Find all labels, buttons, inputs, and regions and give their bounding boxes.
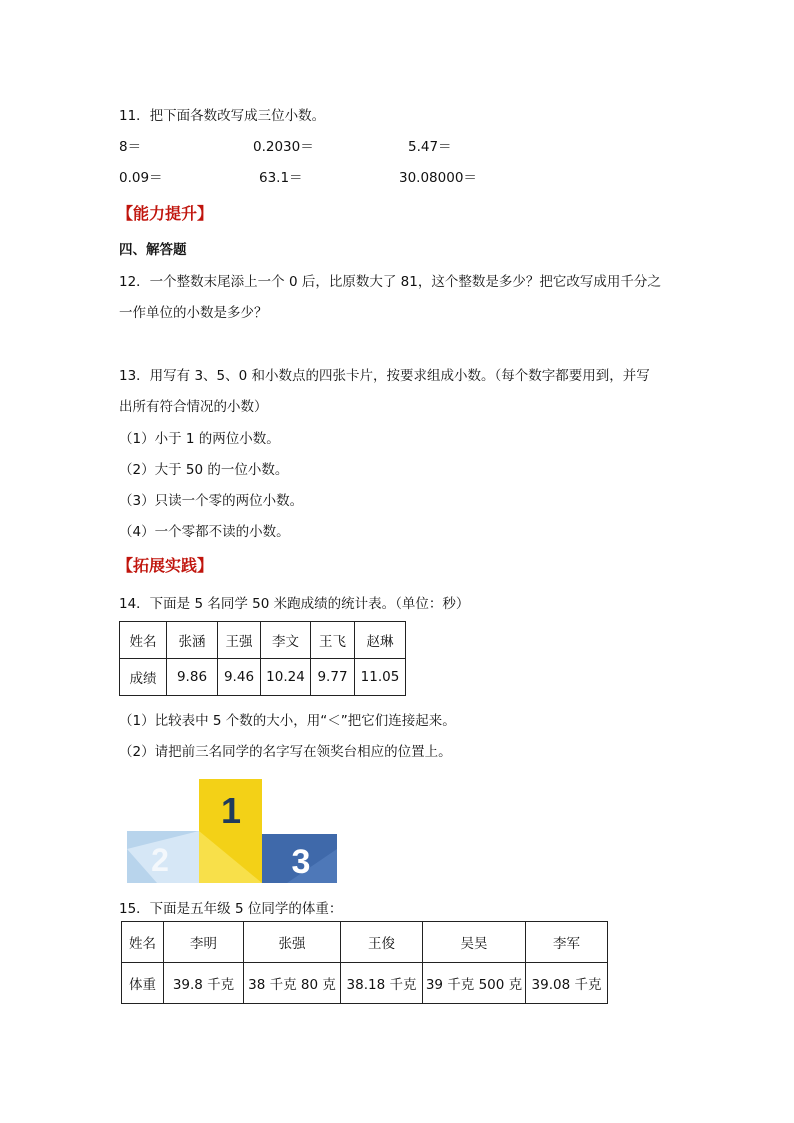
table-cell: 38 千克 80 克 xyxy=(244,963,341,1004)
table-cell: 张强 xyxy=(244,922,341,963)
q11-item-1: 8＝ xyxy=(119,139,142,155)
table-cell: 39 千克 500 克 xyxy=(423,963,526,1004)
q13-sub-1: （1）小于 1 的两位小数。 xyxy=(119,431,280,447)
q13-line-2: 出所有符合情况的小数） xyxy=(119,399,268,415)
table-header-cell: 体重 xyxy=(122,963,164,1004)
table-cell: 李军 xyxy=(526,922,608,963)
part4-heading: 四、解答题 xyxy=(119,242,187,258)
q13-sub-2: （2）大于 50 的一位小数。 xyxy=(119,462,289,478)
table-cell: 王俊 xyxy=(341,922,423,963)
table-cell: 39.08 千克 xyxy=(526,963,608,1004)
table-row xyxy=(120,622,406,659)
q14-sub-1: （1）比较表中 5 个数的大小，用“＜”把它们连接起来。 xyxy=(119,713,456,729)
table-cell: 张涵 xyxy=(167,622,218,659)
table-cell: 9.86 xyxy=(167,659,218,696)
q11-item-2: 0.2030＝ xyxy=(253,139,314,155)
table-cell: 38.18 千克 xyxy=(341,963,423,1004)
table-header-cell: 成绩 xyxy=(120,659,167,696)
table-row xyxy=(120,659,406,696)
q13-line-1: 13．用写有 3、5、0 和小数点的四张卡片，按要求组成小数。（每个数字都要用到，并写 xyxy=(119,368,650,384)
table-cell: 39.8 千克 xyxy=(164,963,244,1004)
table-cell: 9.77 xyxy=(311,659,355,696)
q11-item-4: 0.09＝ xyxy=(119,170,163,186)
q13-sub-4: （4）一个零都不读的小数。 xyxy=(119,524,290,540)
table-cell: 李文 xyxy=(261,622,311,659)
table-row xyxy=(122,963,608,1004)
q11-title: 11．把下面各数改写成三位小数。 xyxy=(119,108,326,124)
podium-label-second: 2 xyxy=(151,842,169,878)
q15-title: 15．下面是五年级 5 位同学的体重： xyxy=(119,901,343,917)
q11-item-5: 63.1＝ xyxy=(259,170,303,186)
table-header-cell: 姓名 xyxy=(120,622,167,659)
table-row xyxy=(122,922,608,963)
section-heading-ability: 【能力提升】 xyxy=(117,204,214,223)
table-cell: 王飞 xyxy=(311,622,355,659)
award-podium-image xyxy=(127,779,337,883)
table-cell: 李明 xyxy=(164,922,244,963)
table-cell: 11.05 xyxy=(355,659,406,696)
table-cell: 赵琳 xyxy=(355,622,406,659)
q11-item-6: 30.08000＝ xyxy=(399,170,477,186)
table-cell: 10.24 xyxy=(261,659,311,696)
podium-label-first: 1 xyxy=(220,790,242,831)
q15-table xyxy=(121,921,608,1004)
q14-table xyxy=(119,621,406,696)
table-cell: 王强 xyxy=(218,622,261,659)
q11-item-3: 5.47＝ xyxy=(408,139,452,155)
q14-title: 14．下面是 5 名同学 50 米跑成绩的统计表。（单位：秒） xyxy=(119,596,470,612)
podium-label-third: 3 xyxy=(291,843,311,881)
q13-sub-3: （3）只读一个零的两位小数。 xyxy=(119,493,304,509)
table-header-cell: 姓名 xyxy=(122,922,164,963)
q14-sub-2: （2）请把前三名同学的名字写在领奖台相应的位置上。 xyxy=(119,744,452,760)
section-heading-practice: 【拓展实践】 xyxy=(117,556,214,575)
table-cell: 吴昊 xyxy=(423,922,526,963)
table-cell: 9.46 xyxy=(218,659,261,696)
q12-line-1: 12．一个整数末尾添上一个 0 后，比原数大了 81，这个整数是多少？把它改写成用千分之 xyxy=(119,274,661,290)
q12-line-2: 一作单位的小数是多少？ xyxy=(119,305,268,321)
